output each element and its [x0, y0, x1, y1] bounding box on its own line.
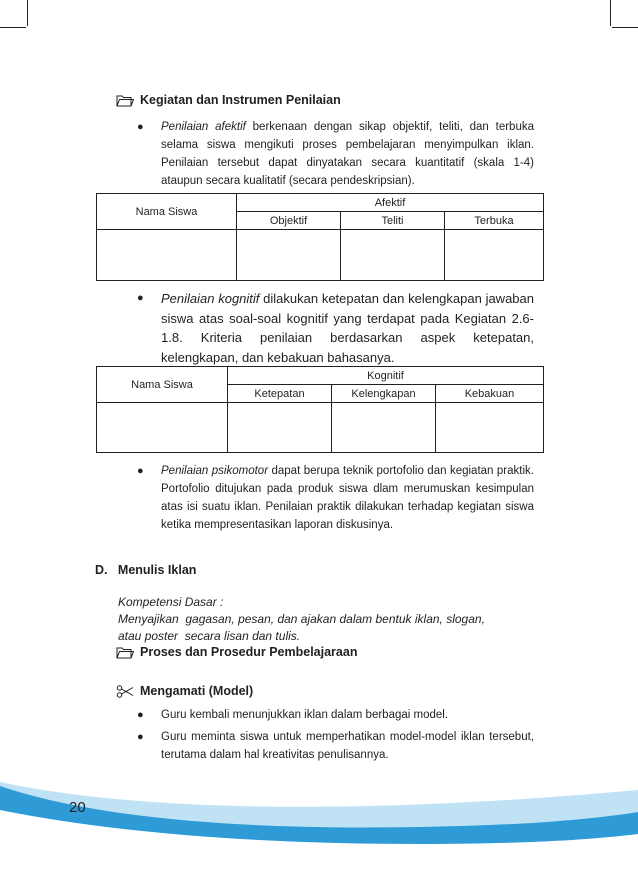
bullet-psikomotor [137, 462, 534, 534]
afektif-table [96, 193, 544, 281]
crop-mark [0, 27, 26, 28]
table-col-header: Kebakuan [436, 385, 544, 403]
section-heading-d: D. Menulis Iklan [95, 563, 197, 577]
kd-line: atau poster secara lisan dan tulis. [118, 629, 301, 643]
table-header-group: Afektif [237, 194, 544, 212]
crop-mark [612, 27, 638, 28]
table-col-header: Terbuka [445, 212, 544, 230]
heading-text: Proses dan Prosedur Pembelajaraan [140, 645, 358, 659]
table-col-header: Objektif [237, 212, 341, 230]
crop-mark [27, 0, 28, 26]
bullet-text: Guru kembali menunjukkan iklan dalam berbagai model. [161, 709, 449, 721]
table-cell [445, 230, 544, 281]
table-cell [332, 403, 436, 453]
bullet-dot: ● [137, 709, 144, 721]
bullet-lead: Penilaian psikomotor [161, 465, 269, 477]
bullet-text: dilakukan ketepatan dan kelengkapan jawaban siswa atas soal-soal kognitif yang terdapat pada Kegiatan 2.6-1.8. Kriteria penilaian berdasarkan aspek ketepatan, kelengkapan, dan kebakuan bahasanya. [161, 291, 534, 365]
table-cell [341, 230, 445, 281]
bullet-text: Guru meminta siswa untuk memperhatikan model-model iklan tersebut, terutama dalam hal kreativitas penulisannya. [161, 731, 534, 761]
bullet-kognitif [137, 289, 534, 367]
table-cell [228, 403, 332, 453]
folder-icon [116, 646, 134, 659]
table-header-name: Nama Siswa [97, 194, 237, 230]
bullet-mengamati-1 [137, 706, 534, 724]
kd-title: Kompetensi Dasar : [118, 595, 224, 609]
kompetensi-dasar [118, 594, 485, 645]
folder-icon [116, 94, 134, 107]
crop-mark [610, 0, 611, 26]
bullet-text: berkenaan dengan sikap objektif, teliti, dan terbuka selama siswa mengikuti proses pembelajaran menyimpulkan iklan. Penilaian tersebut dapat dinyatakan secara kuantitatif (skala 1-4) ataupun secara kualitatif (secara pendeskripsian). [161, 121, 534, 187]
table-cell [97, 403, 228, 453]
table-col-header: Kelengkapan [332, 385, 436, 403]
table-col-header: Ketepatan [228, 385, 332, 403]
table-cell [97, 230, 237, 281]
kd-line: Menyajikan gagasan, pesan, dan ajakan dalam bentuk iklan, slogan, [118, 612, 485, 626]
scissors-icon [116, 685, 134, 698]
table-cell [237, 230, 341, 281]
section-heading-mengamati [116, 684, 253, 698]
table-col-header: Teliti [341, 212, 445, 230]
bullet-text: dapat berupa teknik portofolio dan kegiatan praktik. Portofolio ditujukan pada produk siswa dlam merumuskan kesimpulan atas isi suatu iklan. Penilaian praktik dilakukan terhadap kegiatan siswa ketika mempresentasikan laporan diskusinya. [161, 465, 534, 531]
footer-wave-decoration [0, 760, 638, 884]
bullet-lead: Penilaian afektif [161, 121, 246, 133]
bullet-dot: ● [137, 121, 144, 133]
bullet-dot: ● [137, 731, 144, 743]
bullet-lead: Penilaian kognitif [161, 291, 260, 306]
table-header-name: Nama Siswa [97, 367, 228, 403]
kognitif-table [96, 366, 544, 453]
table-cell [436, 403, 544, 453]
bullet-mengamati-2 [137, 728, 534, 764]
table-header-group: Kognitif [228, 367, 544, 385]
section-heading-kegiatan [116, 93, 341, 107]
bullet-afektif [137, 118, 534, 190]
bullet-dot: ● [137, 292, 144, 304]
page-number: 20 [69, 799, 86, 816]
heading-text: Kegiatan dan Instrumen Penilaian [140, 93, 341, 107]
section-heading-proses [116, 645, 357, 659]
bullet-dot: ● [137, 465, 144, 477]
heading-text: Mengamati (Model) [140, 684, 254, 698]
